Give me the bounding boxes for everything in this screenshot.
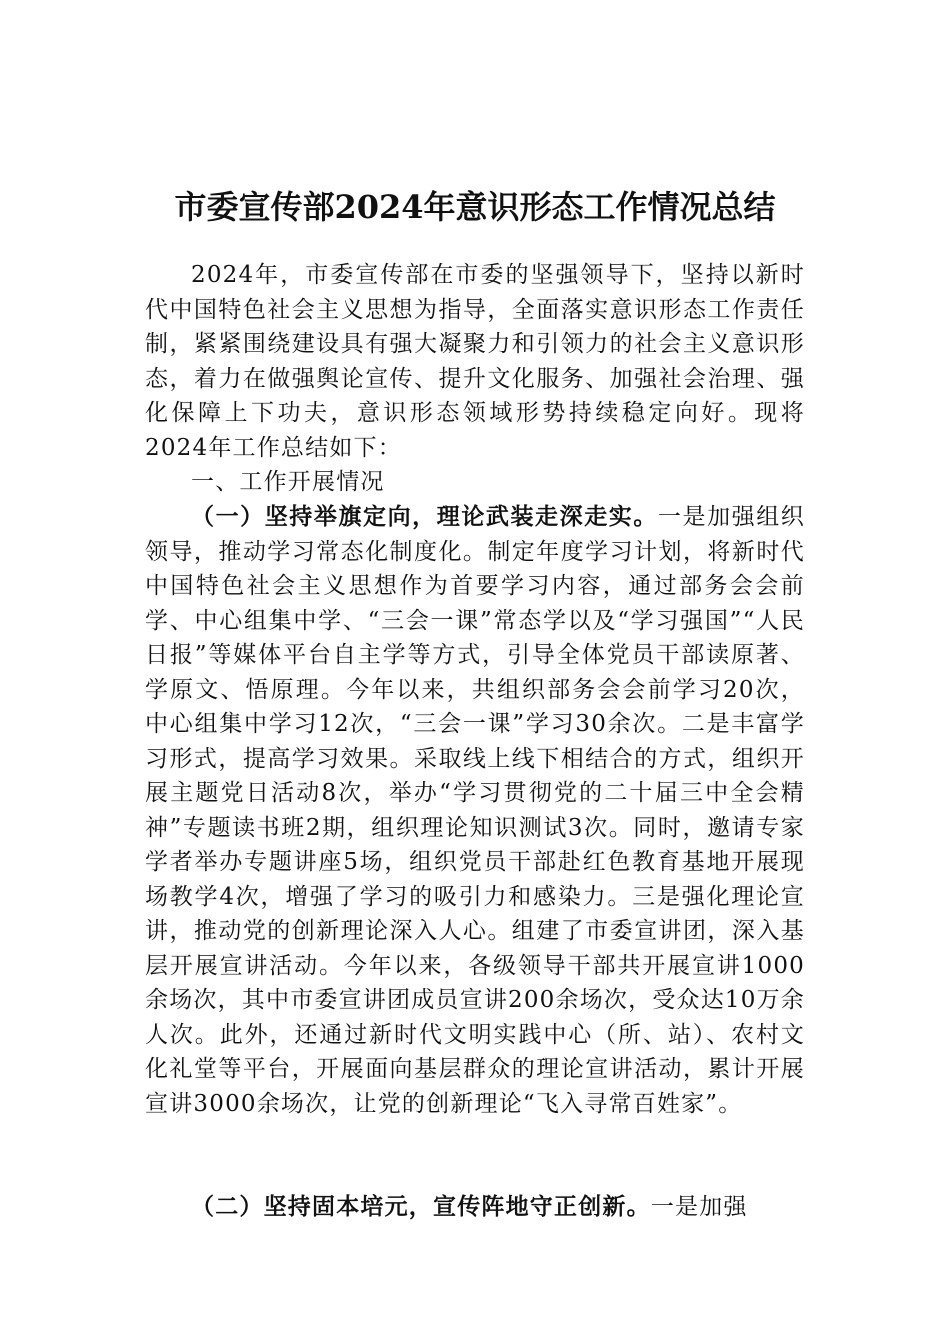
subsection-paragraph-1 <box>145 500 805 1121</box>
subsection-body-2: 一是加强 <box>650 1194 748 1220</box>
document-title: 市委宣传部2024年意识形态工作情况总结 <box>174 188 776 227</box>
subsection-paragraph-2 <box>145 1190 805 1225</box>
intro-paragraph: 2024年，市委宣传部在市委的坚强领导下，坚持以新时代中国特色社会主义思想为指导，全面落实意识形态工作责任制，紧紧围绕建设具有强大凝聚力和引领力的社会主义意识形态，着力在做强舆论宣传、提升文化服务、加强社会治理、强化保障上下功夫，意识形态领域形势持续稳定向好。现将2024年工作总结如下： <box>145 262 805 461</box>
subsection-lead-2: （二）坚持固本培元，宣传阵地守正创新。 <box>191 1193 651 1220</box>
subsection-lead-1: （一）坚持举旗定向，理论武装走深走实。 <box>191 503 658 530</box>
section-heading-1: 一、工作开展情况 <box>191 469 385 495</box>
subsection-body-1: 一是加强组织领导，推动学习常态化制度化。制定年度学习计划，将新时代中国特色社会主义思想作为首要学习内容，通过部务会会前学、中心组集中学、“三会一课”常态学以及“学习强国”“人民日报”等媒体平台自主学等方式，引导全体党员干部读原著、学原文、悟原理。今年以来，共组织部务会会前学习20次，中心组集中学习12次，“三会一课”学习30余次。二是丰富学习形式，提高学习效果。采取线上线下相结合的方式，组织开展主题党日活动8次，举办“学习贯彻党的二十届三中全会精神”专题读书班2期，组织理论知识测试3次。同时，邀请专家学者举办专题讲座5场，组织党员干部赴红色教育基地开展现场教学4次，增强了学习的吸引力和感染力。三是强化理论宣讲，推动党的创新理论深入人心。组建了市委宣讲团，深入基层开展宣讲活动。今年以来，各级领导干部共开展宣讲1000余场次，其中市委宣讲团成员宣讲200余场次，受众达10万余人次。此外，还通过新时代文明实践中心（所、站）、农村文化礼堂等平台，开展面向基层群众的理论宣讲活动，累计开展宣讲3000余场次，让党的创新理论“飞入寻常百姓家”。 <box>145 504 805 1117</box>
